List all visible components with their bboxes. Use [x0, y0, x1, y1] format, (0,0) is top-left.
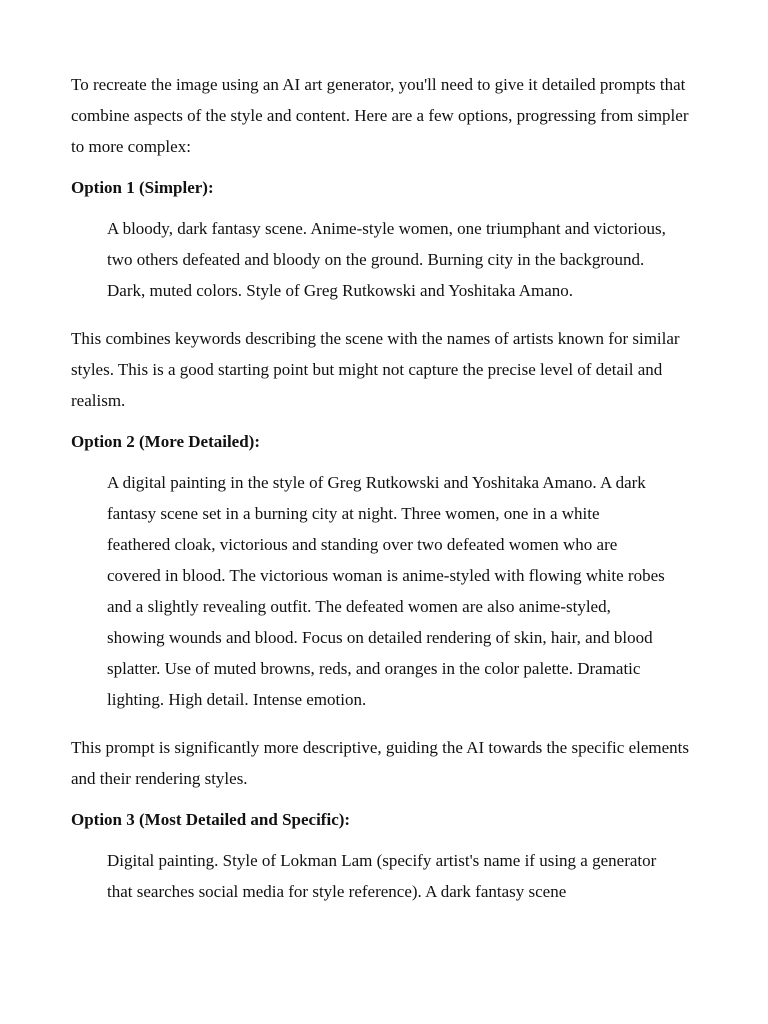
option-1-commentary: This combines keywords describing the scene with the names of artists known for similar styles. This is a good starting point but might not capture the precise level of detail and realism.: [71, 329, 680, 410]
document-body: [71, 69, 696, 924]
option-3-heading: Option 3 (Most Detailed and Specific):: [71, 810, 351, 829]
option-3-prompt: Digital painting. Style of Lokman Lam (specify artist's name if using a generator that searches social media for style reference). A dark fantasy scene: [107, 851, 657, 901]
option-2-heading: Option 2 (More Detailed):: [71, 432, 261, 451]
option-1-heading: Option 1 (Simpler):: [71, 178, 214, 197]
intro-paragraph: To recreate the image using an AI art generator, you'll need to give it detailed prompts that combine aspects of the style and content. Here are a few options, progressing from simpler to more complex:: [71, 75, 689, 156]
option-1-prompt: A bloody, dark fantasy scene. Anime-style women, one triumphant and victorious, two others defeated and bloody on the ground. Burning city in the background. Dark, muted colors. Style of Greg Rutkowski and Yoshitaka Amano.: [107, 219, 666, 300]
option-2-prompt: A digital painting in the style of Greg Rutkowski and Yoshitaka Amano. A dark fantasy scene set in a burning city at night. Three women, one in a white feathered cloak, victorious and standing over two defeated women who are covered in blood. The victorious woman is anime-styled with flowing white robes and a slightly revealing outfit. The defeated women are also anime-styled, showing wounds and blood. Focus on detailed rendering of skin, hair, and blood splatter. Use of muted browns, reds, and oranges in the color palette. Dramatic lighting. High detail. Intense emotion.: [107, 473, 665, 709]
option-2-commentary: This prompt is significantly more descriptive, guiding the AI towards the specific elements and their rendering styles.: [71, 738, 690, 788]
